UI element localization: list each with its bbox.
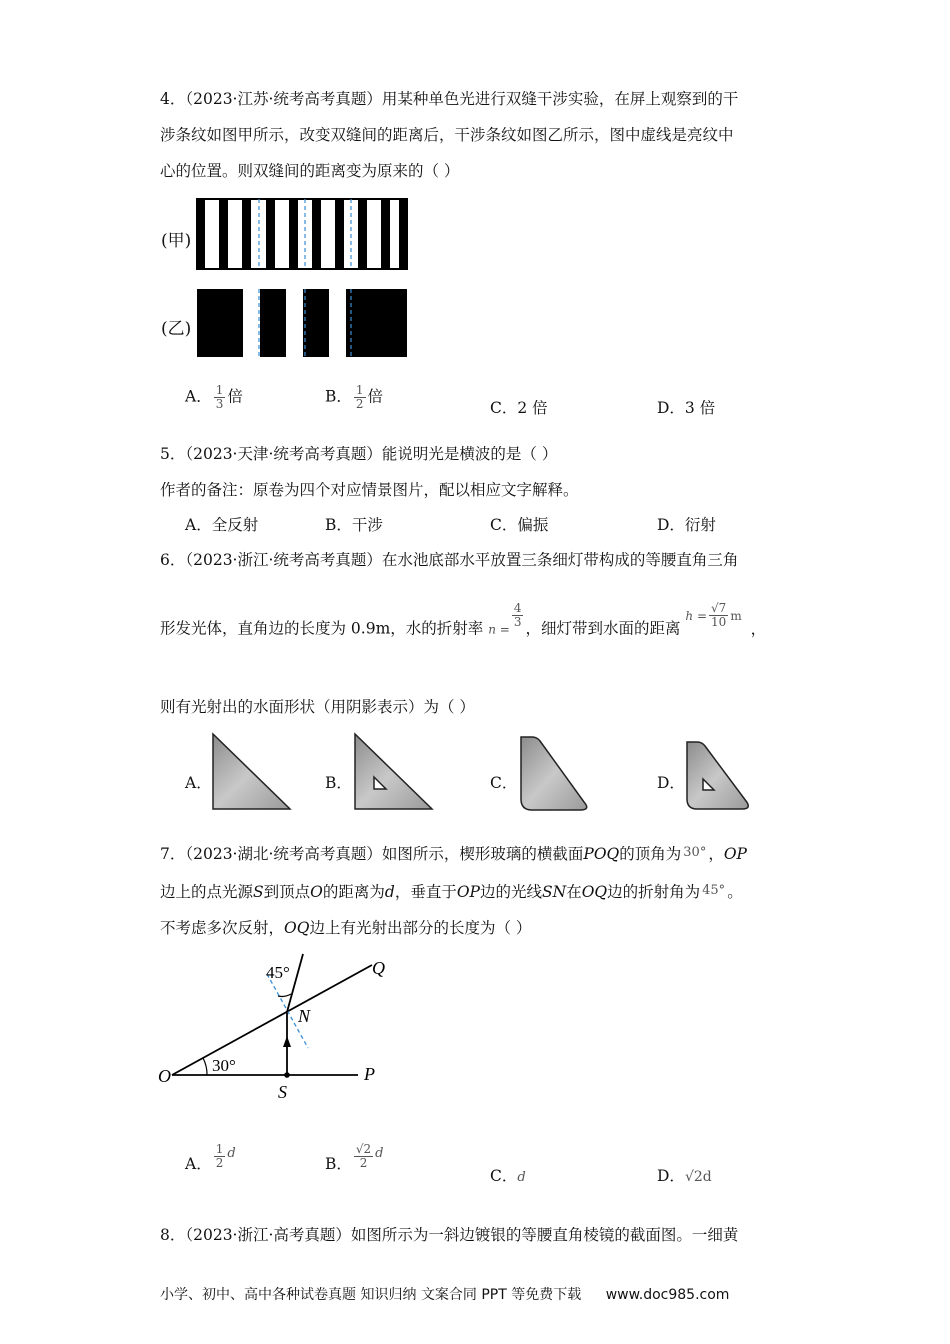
label-s: S bbox=[278, 1082, 287, 1102]
var-s: S bbox=[253, 883, 264, 901]
q4-option-b[interactable] bbox=[325, 384, 383, 411]
denominator: 10 bbox=[711, 615, 727, 629]
text: 的顶角为 bbox=[619, 845, 682, 863]
denominator: 3 bbox=[513, 615, 522, 629]
text: 边上的点光源 bbox=[160, 883, 254, 901]
var-d: d bbox=[227, 1145, 236, 1161]
q6-option-c[interactable]: C． bbox=[490, 774, 518, 792]
label-45: 45° bbox=[266, 963, 290, 982]
q5-note: 作者的备注：原卷为四个对应情景图片，配以相应文字解释。 bbox=[160, 481, 579, 499]
text: 的距离为 bbox=[322, 883, 385, 901]
value: √2d bbox=[684, 1169, 712, 1185]
q4-line-3: 心的位置。则双缝间的距离变为原来的（ ） bbox=[160, 162, 460, 180]
text: 。 bbox=[727, 883, 743, 901]
shape-c-rounded-triangle bbox=[518, 735, 594, 813]
angle-45: 45° bbox=[702, 883, 726, 898]
numerator: √2 bbox=[355, 1142, 372, 1156]
var-op: OP bbox=[723, 845, 747, 863]
text: 7．（2023·湖北·统考高考真题）如图所示，楔形玻璃的横截面 bbox=[160, 845, 584, 863]
unit: m bbox=[730, 608, 742, 623]
text: 边上有光射出部分的长度为（ ） bbox=[309, 919, 532, 937]
q6-option-b[interactable]: B． bbox=[325, 774, 352, 792]
text: 边的折射角为 bbox=[607, 883, 701, 901]
point-s bbox=[284, 1072, 290, 1078]
q4-line-2: 涉条纹如图甲所示，改变双缝间的距离后，干涉条纹如图乙所示，图中虚线是亮纹中 bbox=[160, 126, 734, 144]
text: ，垂直于 bbox=[394, 883, 457, 901]
q7-option-a[interactable] bbox=[185, 1142, 236, 1173]
q6-option-a[interactable]: A． bbox=[185, 774, 212, 792]
angle-30: 30° bbox=[683, 845, 707, 860]
refractive-index-fraction bbox=[512, 602, 524, 629]
q4-option-d[interactable]: D．3 倍 bbox=[657, 399, 716, 417]
numerator: √7 bbox=[711, 601, 727, 615]
h-symbol: h = bbox=[685, 608, 708, 623]
footer-url[interactable]: www.doc985.com bbox=[605, 1287, 730, 1303]
option-label: A． bbox=[185, 387, 212, 406]
q6-line-1: 6．（2023·浙江·统考高考真题）在水池底部水平放置三条细灯带构成的等腰直角三角 bbox=[160, 551, 739, 569]
var-o: O bbox=[310, 883, 323, 901]
denominator: 2 bbox=[355, 397, 364, 411]
text: 形发光体，直角边的长度为 0.9m，水的折射率 bbox=[160, 619, 484, 638]
option-label: B． bbox=[325, 387, 352, 406]
q7-option-d[interactable] bbox=[657, 1164, 712, 1186]
fringe-pattern-yi bbox=[196, 288, 408, 358]
label-n: N bbox=[298, 1006, 311, 1026]
n-symbol: n = bbox=[488, 622, 510, 637]
var-oq: OQ bbox=[581, 883, 608, 901]
fraction bbox=[214, 384, 226, 411]
q5-option-b[interactable]: B．干涉 bbox=[325, 516, 383, 534]
text: 在 bbox=[566, 883, 582, 901]
option-label: A． bbox=[185, 1154, 212, 1173]
shape-b-triangle-with-hole bbox=[352, 732, 436, 812]
fraction bbox=[214, 1143, 226, 1170]
fringe-pattern-jia bbox=[196, 198, 408, 270]
label-q: Q bbox=[372, 958, 385, 978]
q4-line-1: 4．（2023·江苏·统考高考真题）用某种单色光进行双缝干涉实验，在屏上观察到的干 bbox=[160, 90, 739, 108]
var-d: d bbox=[517, 1170, 526, 1185]
footer bbox=[160, 1284, 729, 1304]
q7-line-2 bbox=[160, 881, 743, 905]
q5-option-a[interactable]: A．全反射 bbox=[185, 516, 259, 534]
q5-option-d[interactable]: D．衍射 bbox=[657, 516, 716, 534]
q7-line-1 bbox=[160, 843, 747, 867]
q7-line-3 bbox=[160, 917, 531, 939]
q6-option-d[interactable]: D． bbox=[657, 774, 685, 792]
label-p: P bbox=[364, 1064, 375, 1084]
denominator: 2 bbox=[215, 1156, 224, 1170]
q5-line-1: 5．（2023·天津·统考高考真题）能说明光是横波的是（ ） bbox=[160, 445, 558, 463]
numerator: 1 bbox=[215, 383, 224, 397]
label-30: 30° bbox=[212, 1056, 236, 1075]
q4-option-a[interactable] bbox=[185, 384, 243, 411]
var-oq: OQ bbox=[284, 919, 310, 937]
shape-d-rounded-triangle-with-hole bbox=[684, 739, 756, 813]
option-label: C． bbox=[490, 1167, 518, 1185]
ray-arrow bbox=[283, 1036, 291, 1047]
angle-arc-o bbox=[203, 1058, 207, 1075]
option-suffix: 倍 bbox=[367, 387, 384, 406]
q5-option-c[interactable]: C．偏振 bbox=[490, 516, 549, 534]
label-yi: (乙) bbox=[161, 319, 192, 339]
q7-option-b[interactable] bbox=[325, 1142, 384, 1173]
wedge-glass-diagram bbox=[150, 950, 390, 1105]
denominator: 3 bbox=[215, 397, 224, 411]
option-suffix: 倍 bbox=[227, 387, 243, 406]
label-o: O bbox=[158, 1066, 171, 1086]
text: ，细灯带到水面的距离 bbox=[525, 619, 681, 638]
var-sn: SN bbox=[542, 883, 567, 901]
numerator: 4 bbox=[513, 601, 522, 615]
q6-line-3: 则有光射出的水面形状（用阴影表示）为（ ） bbox=[160, 698, 475, 716]
footer-text: 小学、初中、高中各种试卷真题 知识归纳 文案合同 PPT 等免费下载 bbox=[160, 1287, 582, 1303]
denominator: 2 bbox=[354, 1156, 373, 1170]
option-label: D． bbox=[657, 1167, 685, 1185]
label-jia: (甲) bbox=[161, 231, 192, 251]
text: 不考虑多次反射， bbox=[160, 919, 285, 937]
numerator: 1 bbox=[215, 1142, 224, 1156]
option-label: B． bbox=[325, 1154, 352, 1173]
var-d: d bbox=[375, 1145, 384, 1161]
fraction bbox=[354, 384, 366, 411]
numerator: 1 bbox=[355, 383, 364, 397]
var-d: d bbox=[384, 883, 395, 901]
fraction bbox=[354, 1143, 373, 1170]
text: 边的光线 bbox=[479, 883, 542, 901]
q8-line-1: 8．（2023·浙江·高考真题）如图所示为一斜边镀银的等腰直角棱镜的截面图。一细黄 bbox=[160, 1226, 739, 1244]
shape-a-triangle bbox=[210, 732, 294, 812]
text: ， bbox=[750, 619, 767, 638]
var-op: OP bbox=[456, 883, 480, 901]
text: ， bbox=[708, 845, 724, 863]
var-poq: POQ bbox=[583, 845, 620, 863]
q4-option-c[interactable]: C．2 倍 bbox=[490, 399, 548, 417]
q6-line-2 bbox=[160, 601, 767, 643]
angle-arc-n bbox=[278, 994, 291, 996]
height-fraction bbox=[709, 602, 728, 629]
text: 到顶点 bbox=[263, 883, 311, 901]
q7-option-c[interactable] bbox=[490, 1164, 526, 1186]
